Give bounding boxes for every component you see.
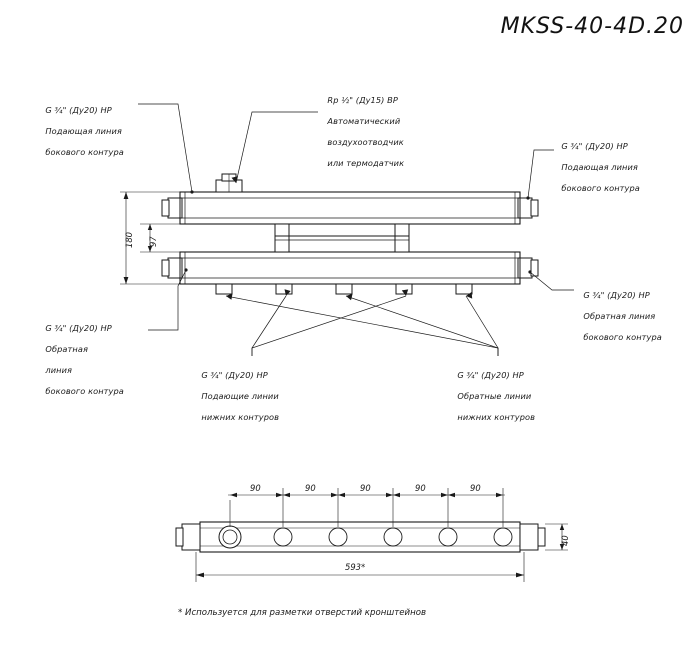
callout-top-left-supply: G ¾" (Ду20) НР Подающая линия бокового контура bbox=[45, 105, 124, 158]
callout-top-right-supply: G ¾" (Ду20) НР Подающая линия бокового контура bbox=[561, 141, 640, 194]
riser-connectors bbox=[275, 224, 409, 252]
plan-view bbox=[176, 522, 545, 552]
dimension-overall-height: 180 bbox=[124, 232, 134, 248]
dimension-pitch-3: 90 bbox=[360, 483, 371, 493]
callout-air-vent: Rp ½" (Ду15) ВР Автоматический воздухоотводчик или термодатчик bbox=[327, 95, 405, 168]
callout-bottom-left-return: G ¾" (Ду20) НР Обратная линия бокового контура bbox=[45, 323, 124, 396]
dimension-total-length: 593* bbox=[345, 562, 366, 572]
callout-bottom-right-return: G ¾" (Ду20) НР Обратная линия бокового контура bbox=[583, 290, 662, 343]
dimension-inner-height: 97 bbox=[148, 236, 158, 247]
dimension-pitch-5: 90 bbox=[470, 483, 481, 493]
footnote: * Используется для разметки отверстий кронштейнов bbox=[178, 608, 427, 618]
air-vent-fitting bbox=[216, 174, 242, 192]
callout-lower-supply-lines: G ¾" (Ду20) НР Подающие линии нижних контуров bbox=[201, 370, 280, 423]
upper-manifold-body bbox=[180, 192, 520, 224]
callout-lower-return-lines: G ¾" (Ду20) НР Обратные линии нижних контуров bbox=[457, 370, 536, 423]
dimension-pitch-1: 90 bbox=[250, 483, 261, 493]
lower-manifold-body bbox=[180, 252, 520, 284]
dimension-pitch-4: 90 bbox=[415, 483, 426, 493]
dimension-body-height: 40 bbox=[560, 535, 570, 546]
drawing-title: MKSS-40-4D.20 bbox=[500, 14, 684, 39]
bottom-outlet-stubs bbox=[216, 284, 472, 294]
dimension-pitch-2: 90 bbox=[305, 483, 316, 493]
